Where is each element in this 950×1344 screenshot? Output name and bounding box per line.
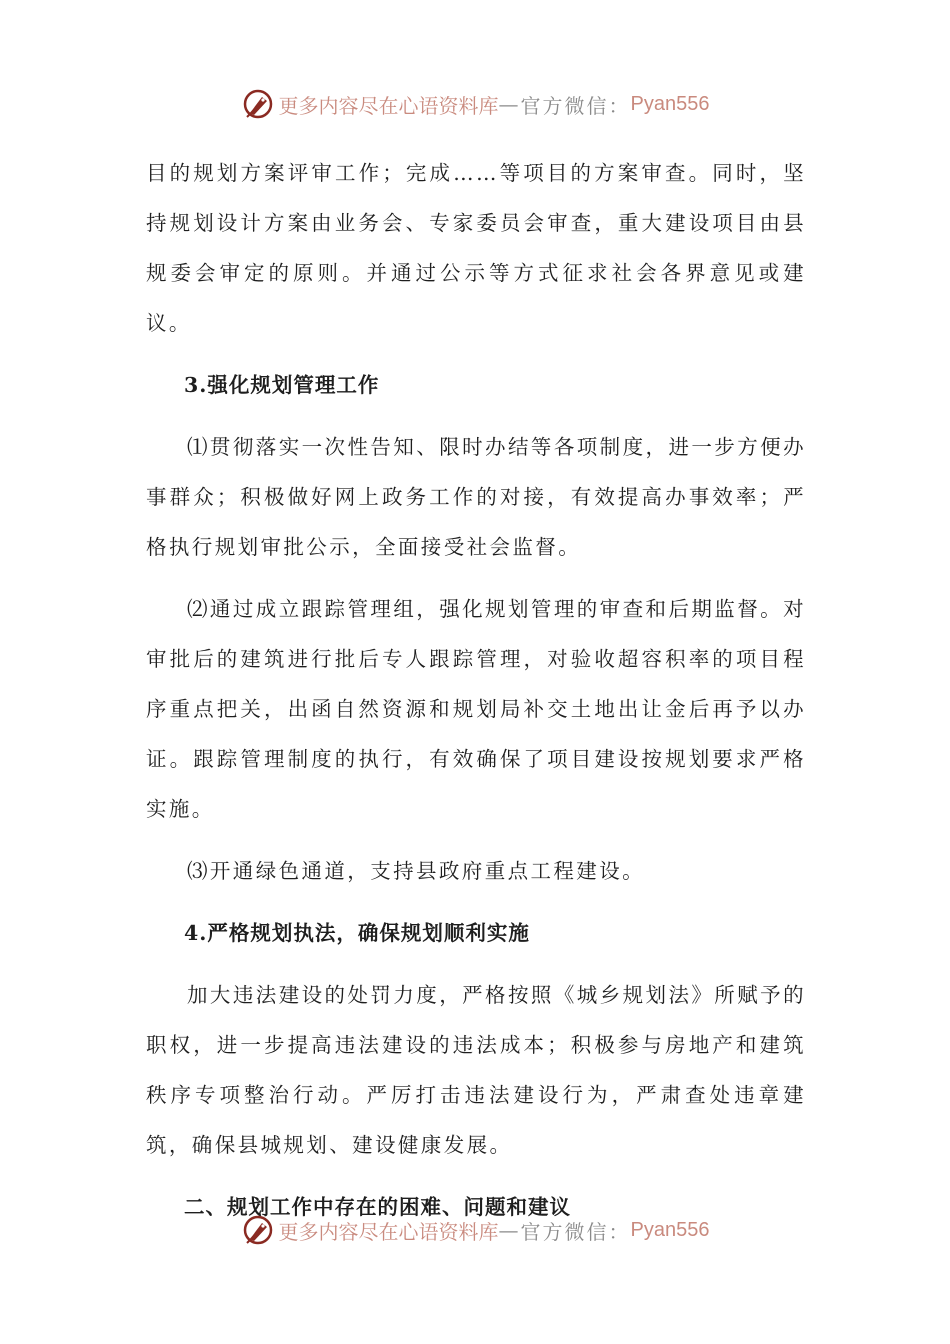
banner-wechat-label: 官方微信： — [520, 1219, 631, 1244]
banner-wechat-id: Pyan556 — [630, 1218, 710, 1241]
banner-dash: — — [498, 92, 521, 116]
paragraph-continued: 目的规划方案评审工作；完成……等项目的方案审查。同时，坚持规划设计方案由业务会、专家委员会审查，重大建设项目由县规委会审定的原则。并通过公示等方式征求社会各界意见或建议。 — [146, 161, 806, 335]
header-banner — [0, 84, 950, 124]
paragraph-enforcement: 加大违法建设的处罚力度，严格按照《城乡规划法》所赋予的职权，进一步提高违法建设的违法成本；积极参与房地产和建筑秩序专项整治行动。严厉打击违法建设行为，严肃查处违章建筑，确保县城规划、建设健康发展。 — [146, 983, 806, 1157]
banner-wechat-label: 官方微信： — [520, 93, 631, 118]
heading-3: 3.强化规划管理工作 — [184, 373, 380, 397]
heading-4: 4.严格规划执法，确保规划顺利实施 — [184, 921, 530, 945]
banner-dash: — — [498, 1218, 521, 1242]
paragraph-item-2: ⑵通过成立跟踪管理组，强化规划管理的审查和后期监督。对审批后的建筑进行批后专人跟踪管理，对验收超容积率的项目程序重点把关，出函自然资源和规划局补交土地出让金后再予以办证。跟踪管理制度的执行，有效确保了项目建设按规划要求严格实施。 — [146, 597, 806, 821]
pen-nib-logo-icon — [241, 1213, 275, 1247]
banner-brand-text: 更多内容尽在心语资料库 — [278, 93, 499, 118]
section-heading-2: 二、规划工作中存在的困难、问题和建议 — [184, 1195, 571, 1219]
banner-wechat-id: Pyan556 — [630, 92, 710, 115]
paragraph-item-3: ⑶开通绿色通道，支持县政府重点工程建设。 — [187, 859, 645, 883]
footer-banner — [0, 1210, 950, 1250]
document-body — [146, 148, 806, 1232]
paragraph-item-1: ⑴贯彻落实一次性告知、限时办结等各项制度，进一步方便办事群众；积极做好网上政务工作的对接，有效提高办事效率；严格执行规划审批公示，全面接受社会监督。 — [146, 435, 806, 559]
banner-brand-text: 更多内容尽在心语资料库 — [278, 1219, 499, 1244]
pen-nib-logo-icon — [241, 87, 275, 121]
